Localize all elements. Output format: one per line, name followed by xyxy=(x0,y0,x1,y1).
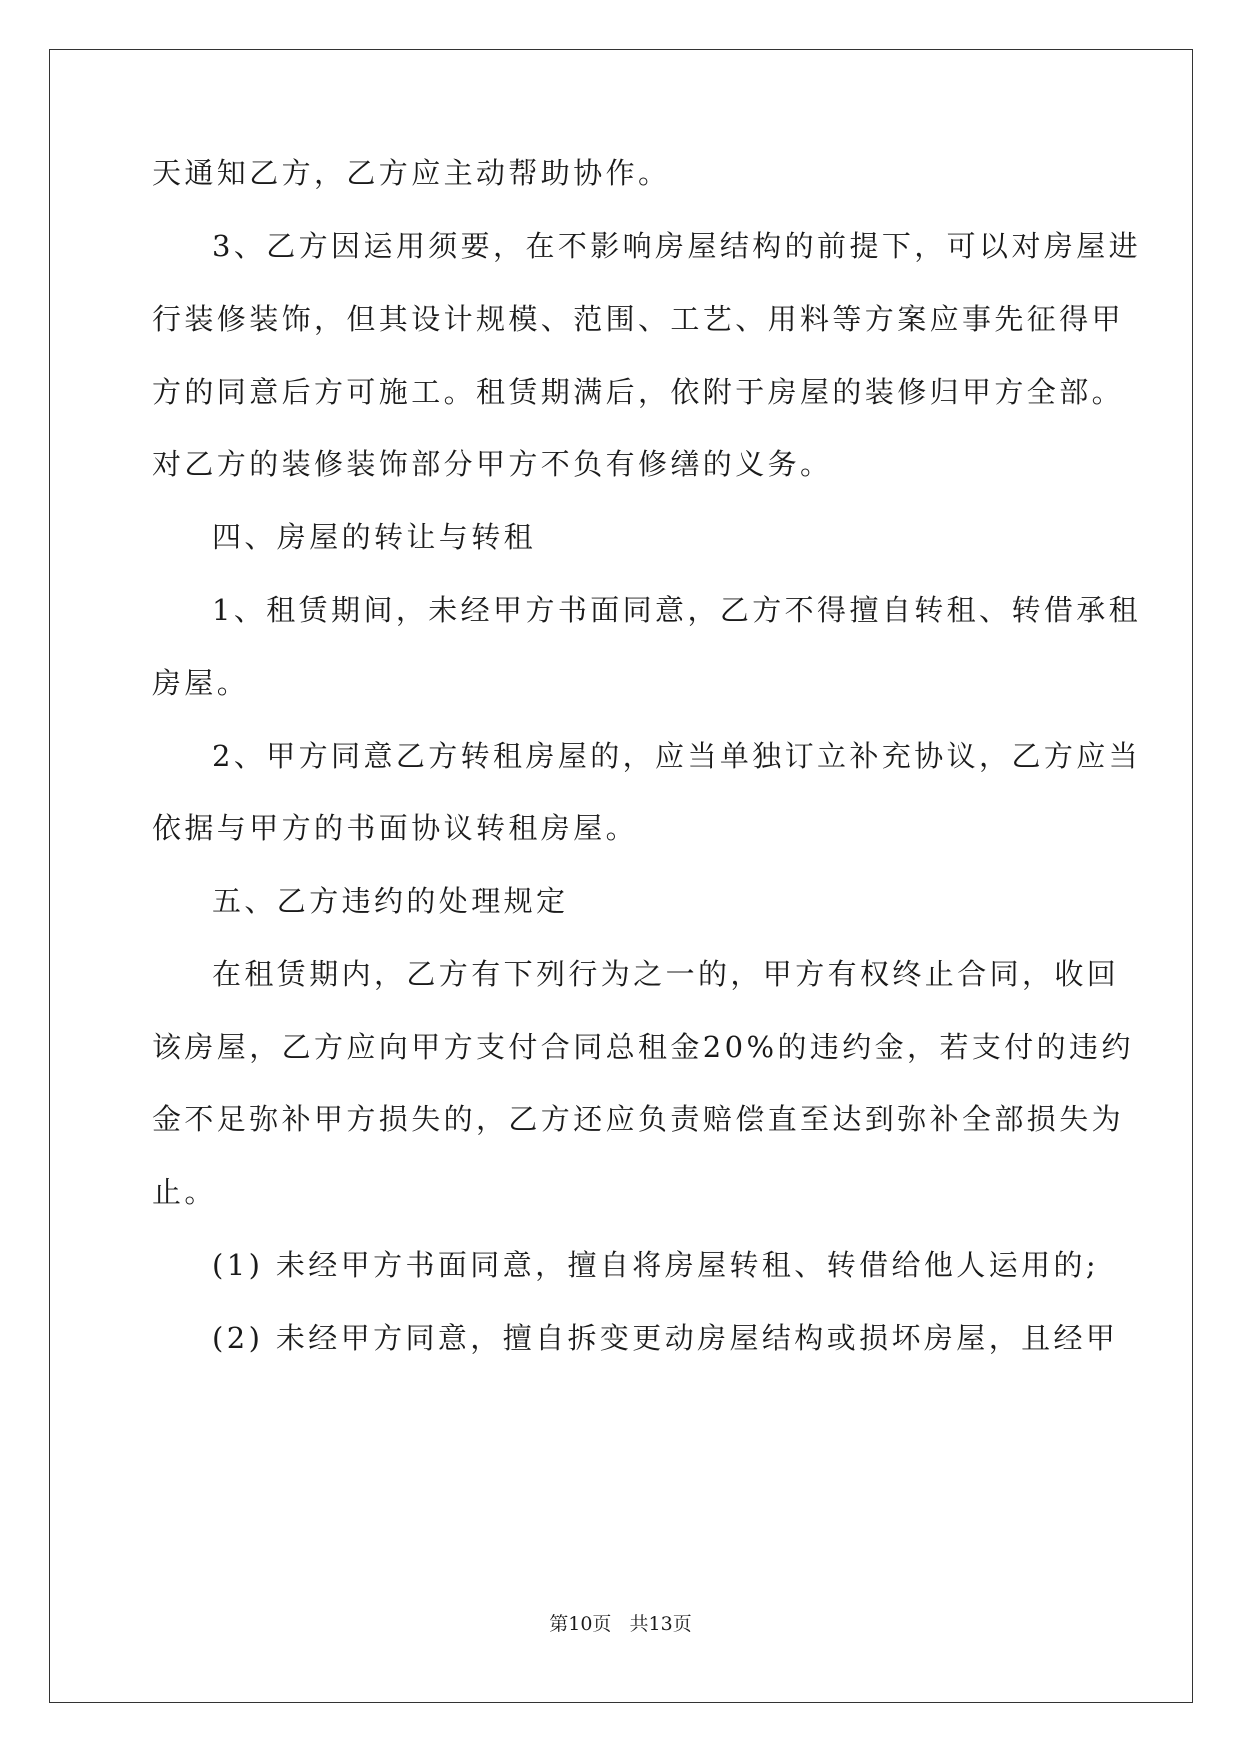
section-heading: 四、房屋的转让与转租 xyxy=(212,520,537,554)
body-line: 该房屋，乙方应向甲方支付合同总租金20%的违约金，若支付的违约 xyxy=(152,1030,1134,1064)
section-heading: 五、乙方违约的处理规定 xyxy=(212,884,569,918)
body-line: 2、甲方同意乙方转租房屋的，应当单独订立补充协议，乙方应当 xyxy=(212,739,1142,773)
list-item: (2) 未经甲方同意，擅自拆变更动房屋结构或损坏房屋，且经甲 xyxy=(212,1321,1119,1355)
body-line: 房屋。 xyxy=(152,666,250,700)
body-line: 止。 xyxy=(152,1175,217,1209)
body-line: 对乙方的装修装饰部分甲方不负有修缮的义务。 xyxy=(152,447,833,481)
page-border xyxy=(49,49,1193,1703)
body-line: 行装修装饰，但其设计规模、范围、工艺、用料等方案应事先征得甲 xyxy=(152,302,1125,336)
body-line: 3、乙方因运用须要，在不影响房屋结构的前提下，可以对房屋进 xyxy=(212,229,1142,263)
body-line: 在租赁期内，乙方有下列行为之一的，甲方有权终止合同，收回 xyxy=(212,957,1120,991)
body-line: 方的同意后方可施工。租赁期满后，依附于房屋的装修归甲方全部。 xyxy=(152,375,1125,409)
list-item: (1) 未经甲方书面同意，擅自将房屋转租、转借给他人运用的; xyxy=(212,1248,1100,1282)
page-number-footer: 第10页 共13页 xyxy=(549,1613,692,1635)
body-line: 金不足弥补甲方损失的，乙方还应负责赔偿直至达到弥补全部损失为 xyxy=(152,1102,1125,1136)
body-line: 1、租赁期间，未经甲方书面同意，乙方不得擅自转租、转借承租 xyxy=(212,593,1142,627)
body-line: 依据与甲方的书面协议转租房屋。 xyxy=(152,811,639,845)
body-line: 天通知乙方，乙方应主动帮助协作。 xyxy=(152,156,671,190)
